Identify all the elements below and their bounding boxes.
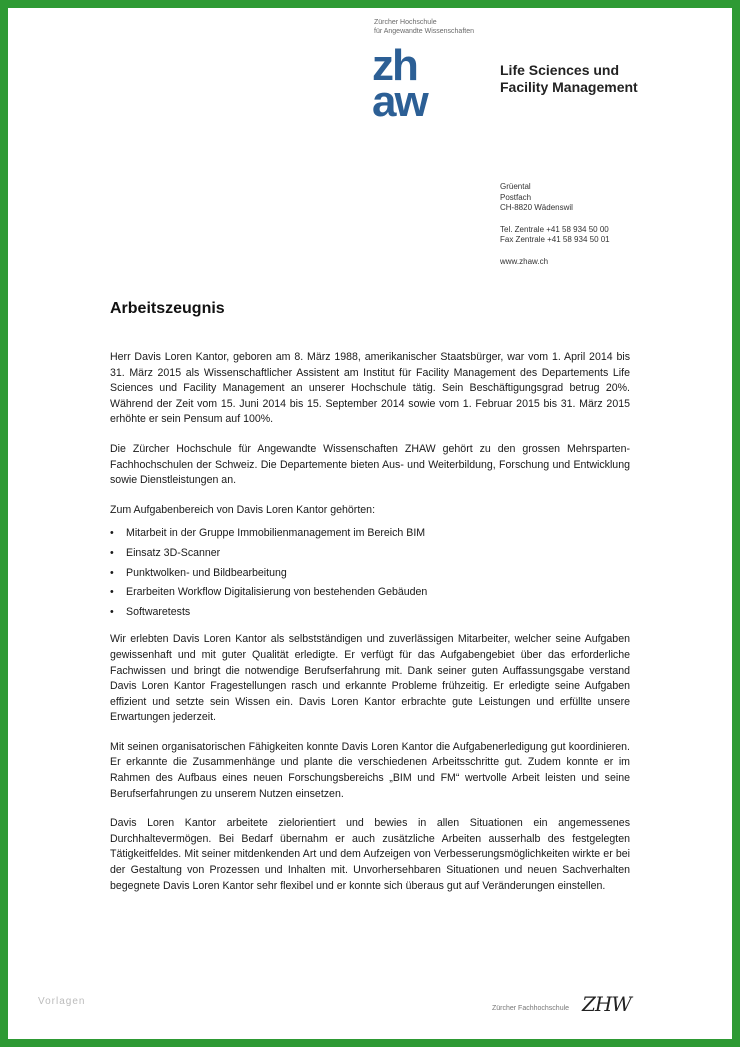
logo-caption-line2: für Angewandte Wissenschaften [374,28,475,35]
task-list [110,526,630,620]
address-city: CH-8820 Wädenswil [500,203,573,212]
address-street: Grüental [500,182,531,191]
footer-signature-mark: ZHW [582,992,631,1016]
document-body [110,350,630,908]
paragraph-tasks-intro: Zum Aufgabenbereich von Davis Loren Kantor gehörten: [110,503,376,516]
paragraph-intro: Herr Davis Loren Kantor, geboren am 8. März 1988, amerikanischer Staatsbürger, war vom 1. April 2014 bis 31. März 2015 als Wissenschaftlicher Assistent am Institut für Facility Management des Departements Life Sciences und Facility Management an unserer Hochschule tätig. Sein Beschäftigungsgrad betrug 20%. Während der Zeit vom 15. Juni 2014 bis 15. September 2014 sowie vom 1. Februar 2015 bis 31. März 2015 erhöhte er sein Pensum auf 100%. [110,351,630,426]
paragraph-behavior: Davis Loren Kantor arbeitete zielorientiert und bewies in allen Situationen ein angemessenes Durchhaltevermögen. Bei Bedarf übernahm er auch zusätzliche Arbeiten ausserhalb des festgelegten Tätigkeitfeldes. Mit seiner mitdenkenden Art und dem Aufzeigen von Verbesserungsmöglichkeiten wirkte er bei der Gestaltung von Prozessen und Inhalten mit. Unvorhersehbaren Situationen und neuen Sachverhalten begegnete Davis Loren Kantor sehr flexibel und er konnte sich überaus gut auf Veränderungen einstellen. [110,817,630,892]
logo-text-top: zh [372,41,417,90]
paragraph-performance: Wir erlebten Davis Loren Kantor als selbstständigen und zuverlässigen Mitarbeiter, welcher seine Aufgaben gewissenhaft und mit guter Qualität erledigte. Er verfügt für das Aufgabengebiet über das erforderliche Fachwissen und bringt die notwendige Berufserfahrung mit. Dank seiner guten Auffassungsgabe verstand Davis Loren Kantor Fragestellungen rasch und erkannte Probleme frühzeitig. Er erledigte seine Aufgaben effizient und setzte sein Wissen ein. Davis Loren Kantor erbrachte gute Leistungen und erfüllte unsere Erwartungen jederzeit. [110,633,630,724]
logo-caption [374,18,474,36]
logo-caption-line1: Zürcher Hochschule [374,19,437,26]
task-item: • Softwaretests [110,605,630,621]
watermark-text: Vorlagen [38,996,86,1007]
document-title: Arbeitszeugnis [110,300,225,317]
task-item: • Mitarbeit in der Gruppe Immobilienmanagement im Bereich BIM [110,526,630,542]
address-tel: Tel. Zentrale +41 58 934 50 00 [500,224,609,234]
logo-text-bottom: aw [372,77,427,126]
task-item: • Punktwolken- und Bildbearbeitung [110,566,630,582]
letter-page [8,8,732,1039]
task-item: • Erarbeiten Workflow Digitalisierung von bestehenden Gebäuden [110,585,630,601]
address-block [500,182,610,267]
footer-institution: Zürcher Fachhochschule [492,1005,570,1012]
address-fax: Fax Zentrale +41 58 934 50 01 [500,235,610,244]
paragraph-organization: Mit seinen organisatorischen Fähigkeiten konnte Davis Loren Kantor die Aufgabenerledigung gut koordinieren. Er erkannte die Zusammenhänge und plante die verschiedenen Arbeitsschritte gut. Zudem konnte er im Rahmen des Aufbaus eines neuen Forschungsbereichs „BIM und FM“ wertvolle Arbeit leisten und seine Berufserfahrungen zu unserem Nutzen einsetzen. [110,740,630,800]
department-line2: Facility Management [500,79,638,95]
task-item: • Einsatz 3D-Scanner [110,546,630,562]
paragraph-institution: Die Zürcher Hochschule für Angewandte Wissenschaften ZHAW gehört zu den grossen Mehrsparten-Fachhochschulen der Schweiz. Die Departemente bieten Aus- und Weiterbildung, Forschung und Entwicklung sowie Dienstleistungen an. [110,442,630,487]
address-postbox: Postfach [500,192,532,202]
department-line1: Life Sciences und [500,62,620,78]
department-name [500,62,638,96]
zhaw-logo [372,41,442,130]
address-web: www.zhaw.ch [500,256,549,266]
